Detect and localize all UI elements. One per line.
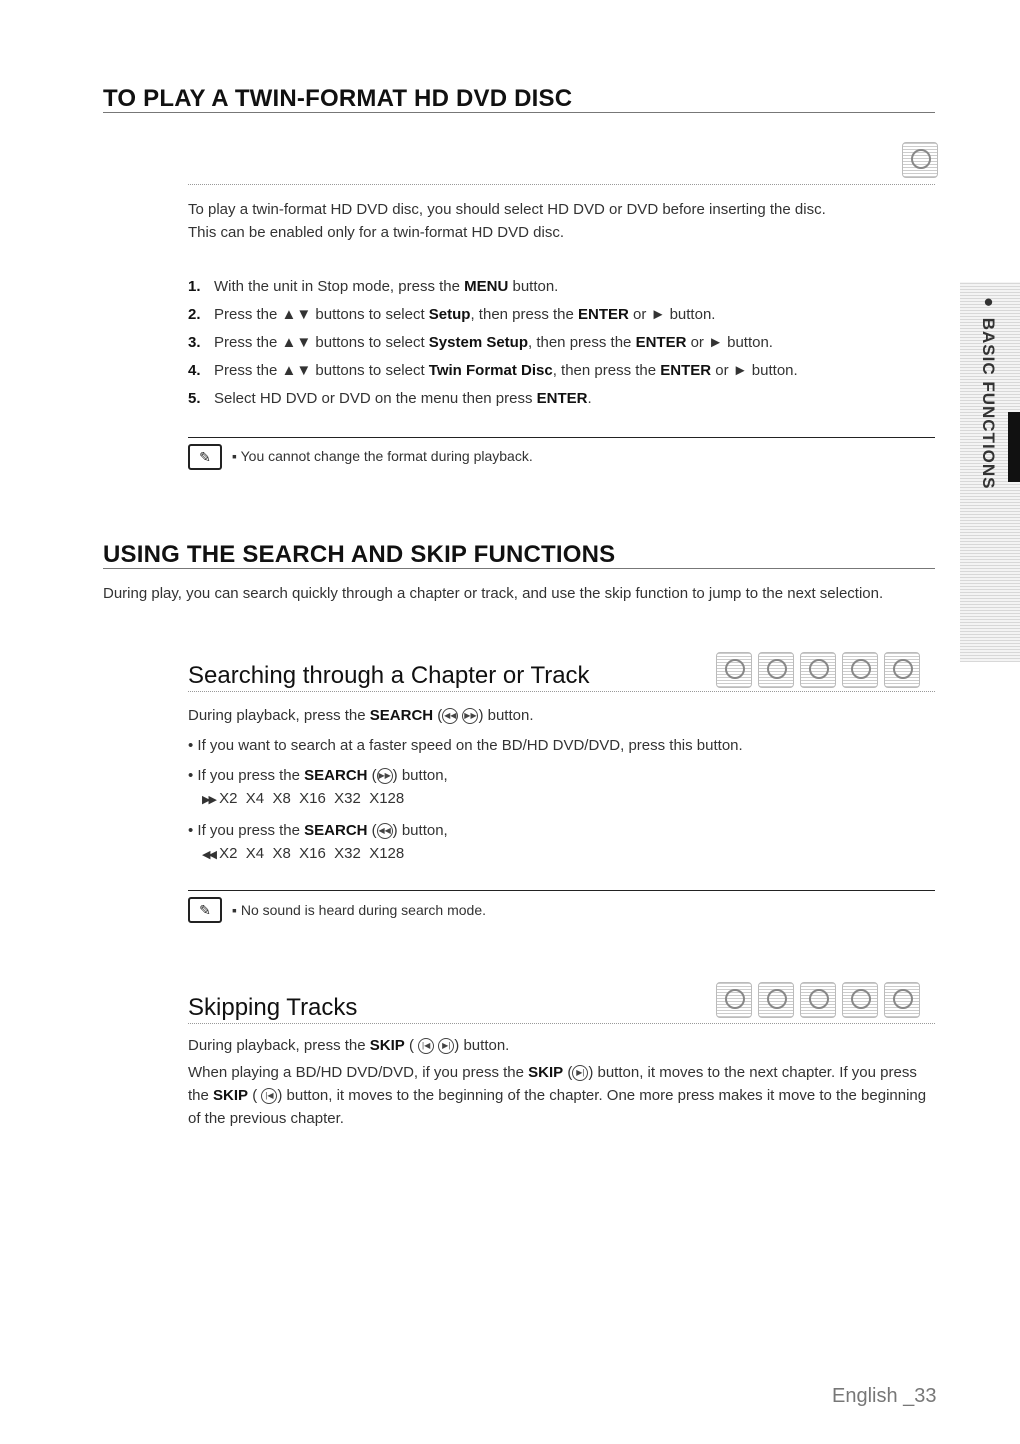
dotted-rule — [188, 1023, 935, 1024]
fast-forward-icon: ▶▶ — [377, 768, 393, 784]
note-icon: ✎ — [188, 897, 222, 923]
disc-icon — [884, 982, 920, 1018]
list-item: 4. Press the ▲▼ buttons to select Twin Format Disc, then press the ENTER or ► button. — [188, 362, 798, 379]
twin-format-intro: To play a twin-format HD DVD disc, you should select HD DVD or DVD before inserting the disc. This can be enabled only for a twin-format HD DVD disc. — [188, 201, 826, 241]
skip-back-icon: |◀ — [261, 1088, 277, 1104]
subsection-title-skip: Skipping Tracks — [188, 994, 358, 1021]
list-item: 2. Press the ▲▼ buttons to select Setup, then press the ENTER or ► button. — [188, 306, 716, 323]
rewind-icon: ◀◀ — [377, 823, 393, 839]
side-tab-marker — [1008, 412, 1020, 482]
fast-forward-icon: ▶▶ — [462, 708, 478, 724]
reverse-sequence: X2 X4 X8 X16 X32 X128 — [219, 845, 405, 862]
disc-icon — [800, 652, 836, 688]
disc-icon — [758, 982, 794, 1018]
forward-arrows-icon: ▶▶ — [202, 794, 215, 806]
skip-back-icon: |◀ — [418, 1038, 434, 1054]
note-icon: ✎ — [188, 444, 222, 470]
search-content: During playback, press the SEARCH ( ◀◀ ▶▶ ) button. • If you want to search at a faster speed on the BD/HD DVD/DVD, press this button. • If you press the SEARCH ( ▶▶ ) button, ▶▶ X2 X4 X8 X16 X32 X128 • If you press the SEARCH ( ◀◀ ) button, ◀◀ X2 X4 X8 X16 X32 X128 — [188, 707, 743, 862]
disc-icon — [896, 142, 938, 183]
rewind-icon: ◀◀ — [442, 708, 458, 724]
forward-sequence: X2 X4 X8 X16 X32 X128 — [219, 790, 405, 807]
chapter-side-tab — [960, 282, 1020, 662]
disc-icon — [842, 652, 878, 688]
side-tab-label: ● BASIC FUNCTIONS — [979, 292, 998, 490]
search-skip-intro: During play, you can search quickly through a chapter or track, and use the skip function to jump to the next selection. — [103, 585, 884, 602]
dotted-rule — [188, 184, 935, 185]
note-rule — [188, 437, 935, 438]
section-rule — [103, 112, 935, 113]
dotted-rule — [188, 691, 935, 692]
skip-content: During playback, press the SKIP ( |◀ ▶| ) button. When playing a BD/HD DVD/DVD, if you press the SKIP ( ▶| ) button, it moves to the next chapter. If you press the SKIP ( |◀ ) button, it moves to the beginning of the chapter. One more press makes it move to the beginning of the previous chapter. — [188, 1037, 927, 1127]
disc-icon — [842, 982, 878, 1018]
reverse-arrows-icon: ◀◀ — [202, 849, 215, 861]
note-text: ▪ No sound is heard during search mode. — [232, 902, 487, 918]
list-item: 3. Press the ▲▼ buttons to select System Setup, then press the ENTER or ► button. — [188, 334, 773, 351]
section-title-twin-format: TO PLAY A TWIN-FORMAT HD DVD DISC — [103, 85, 573, 112]
note-rule — [188, 890, 935, 891]
subsection-title-search: Searching through a Chapter or Track — [188, 662, 590, 689]
note-text: ▪ You cannot change the format during playback. — [232, 448, 533, 464]
disc-icons — [710, 652, 920, 688]
disc-icons — [710, 982, 920, 1018]
skip-forward-icon: ▶| — [572, 1065, 588, 1081]
disc-icon — [758, 652, 794, 688]
disc-icon — [716, 982, 752, 1018]
disc-icon — [716, 652, 752, 688]
section-rule — [103, 568, 935, 569]
list-item: 5. Select HD DVD or DVD on the menu then press ENTER. — [188, 390, 592, 407]
disc-icon — [800, 982, 836, 1018]
skip-forward-icon: ▶| — [438, 1038, 454, 1054]
section-title-search-skip: USING THE SEARCH AND SKIP FUNCTIONS — [103, 541, 616, 568]
disc-icon — [884, 652, 920, 688]
page-footer: English _33 — [832, 1385, 937, 1407]
twin-format-steps — [188, 275, 948, 415]
list-item: 1. With the unit in Stop mode, press the MENU button. — [188, 278, 559, 295]
